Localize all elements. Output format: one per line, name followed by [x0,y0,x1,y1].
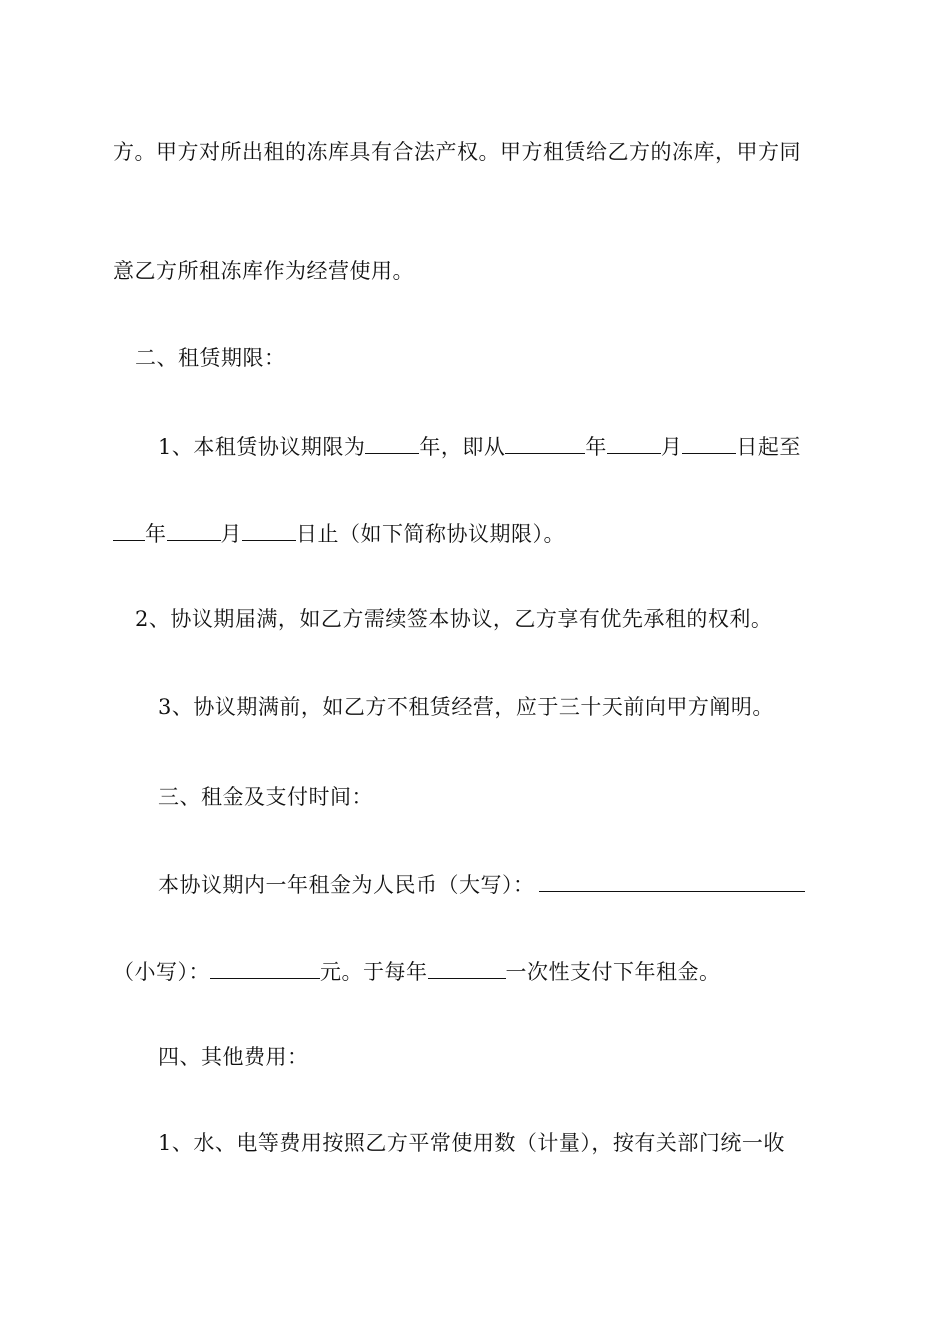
text: 一次性支付下年租金。 [505,960,721,984]
section-heading [158,783,373,811]
text: 年 [585,435,607,459]
fill-blank [539,869,805,892]
text: 三、租金及支付时间： [158,785,373,809]
text: 元。于每年 [320,960,428,984]
text: 1、水、电等费用按照乙方平常使用数（计量），按有关部门统一收 [158,1131,785,1155]
section-heading [158,1043,309,1071]
text: 2、协议期届满，如乙方需续签本协议，乙方享有优先承租的权利。 [135,607,773,631]
paragraph-line [113,138,801,166]
text: 3、协议期满前，如乙方不租赁经营，应于三十天前向甲方阐明。 [158,695,774,719]
section-heading [135,344,286,372]
fill-blank [167,518,221,541]
fill-blank [607,431,661,454]
text: 1、本租赁协议期限为 [158,435,366,459]
fill-blank [505,431,585,454]
text: 年，即从 [419,435,506,459]
paragraph-line [135,605,772,633]
paragraph-line [113,518,565,548]
text: 意乙方所租冻库作为经营使用。 [113,259,414,283]
text: 年 [145,522,167,546]
text: 月 [660,435,683,459]
paragraph-line [158,1129,785,1157]
fill-blank [682,431,736,454]
fill-blank [113,518,145,541]
text: 二、租赁期限： [135,346,286,370]
paragraph-line [158,693,774,721]
text: （小写）： [113,960,210,984]
paragraph-line [113,956,721,986]
text: 日止（如下简称协议期限）。 [296,522,565,546]
text: 四、其他费用： [158,1045,309,1069]
paragraph-line [113,257,414,285]
text: 日起至 [736,435,801,459]
paragraph-line [158,869,805,899]
fill-blank [365,431,419,454]
paragraph-line [158,431,801,461]
fill-blank [210,956,320,979]
fill-blank [428,956,506,979]
text: 月 [220,522,242,546]
fill-blank [242,518,296,541]
text: 方。甲方对所出租的冻库具有合法产权。甲方租赁给乙方的冻库，甲方同 [113,140,801,164]
text: 本协议期内一年租金为人民币（大写）： [158,873,535,897]
